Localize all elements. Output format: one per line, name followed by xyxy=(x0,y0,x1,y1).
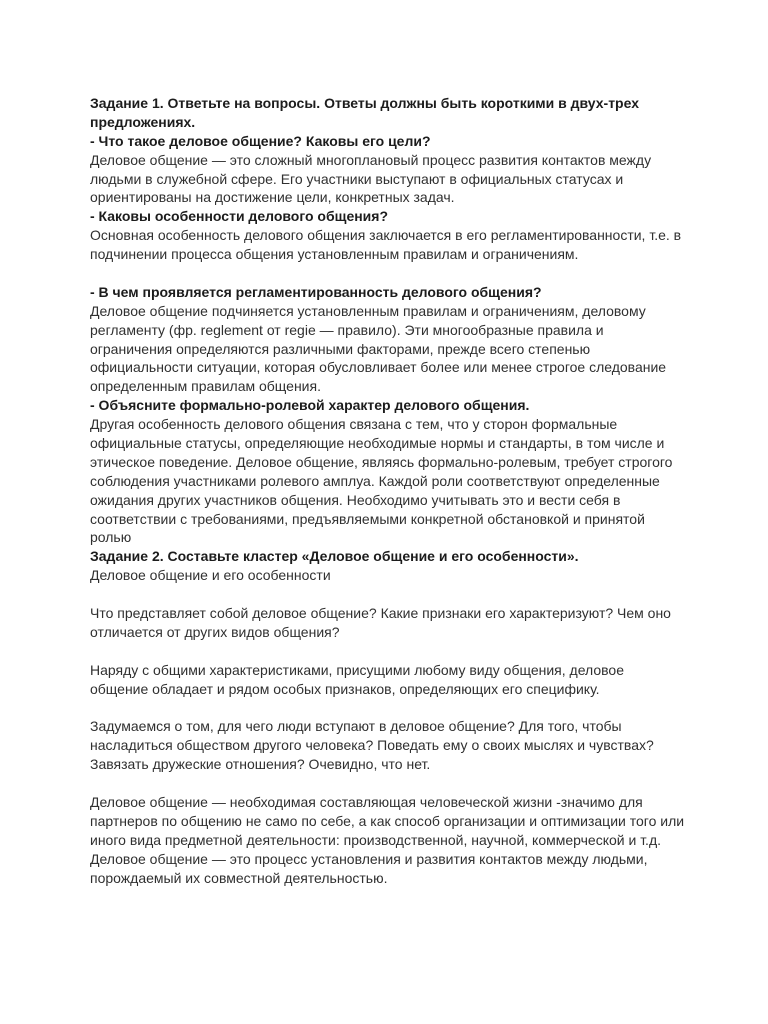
text-line: определенным правилам общения. xyxy=(90,378,321,395)
text-line: соблюдения участниками ролевого амплуа. Каждой роли соответствуют определенные xyxy=(90,472,660,489)
text-line: иного вида предметной деятельности: производственной, научной, коммерческой и т.д. xyxy=(90,831,661,848)
heading-line: предложениях. xyxy=(90,113,196,130)
heading-line: - Каковы особенности делового общения? xyxy=(90,208,389,225)
text-line: ориентированы на достижение цели, конкретных задач. xyxy=(90,189,455,206)
text-line: официальности ситуации, которая обусловливает более или менее строгое следование xyxy=(90,359,667,376)
text-line: Деловое общение подчиняется установленным правилам и ограничениям, деловому xyxy=(90,302,646,319)
blank-line xyxy=(90,642,690,661)
text-line: Основная особенность делового общения заключается в его регламентированности, т.е. в xyxy=(90,227,682,244)
document-page xyxy=(90,94,690,887)
text-line: общение обладает и рядом особых признаков, определяющих его специфику. xyxy=(90,680,600,697)
text-line: Другая особенность делового общения связана с тем, что у сторон формальные xyxy=(90,416,618,433)
text-line: отличается от других видов общения? xyxy=(90,623,340,640)
blank-line xyxy=(90,264,690,283)
text-line: регламенту (фр. reglement от regie — правило). Эти многообразные правила и xyxy=(90,321,604,338)
heading-line: Задание 1. Ответьте на вопросы. Ответы должны быть короткими в двух-трех xyxy=(90,95,640,111)
text-line: ролью xyxy=(90,529,132,546)
text-line: ограничения определяются различными факторами, прежде всего степенью xyxy=(90,340,591,357)
text-line: Деловое общение — это сложный многоплановый процесс развития контактов между xyxy=(90,151,652,168)
text-line: ожидания других участников общения. Необходимо учитывать это и вести себя в xyxy=(90,491,621,508)
text-line: Деловое общение — это процесс установления и развития контактов между людьми, xyxy=(90,850,648,867)
text-line: официальные статусы, определяющие необходимые нормы и стандарты, в том числе и xyxy=(90,435,665,452)
heading-line: - Объясните формально-ролевой характер делового общения. xyxy=(90,397,530,414)
blank-line xyxy=(90,774,690,793)
text-line: насладиться обществом другого человека? Поведать ему о своих мыслях и чувствах? xyxy=(90,737,654,754)
text-line: Наряду с общими характеристиками, присущими любому виду общения, деловое xyxy=(90,661,624,678)
text-line: Деловое общение — необходимая составляющая человеческой жизни -значимо для xyxy=(90,793,643,810)
text-line: партнеров по общению не само по себе, а как способ организации и оптимизации того или xyxy=(90,812,685,829)
text-line: Деловое общение и его особенности xyxy=(90,567,331,584)
text-line: подчинении процесса общения установленным правилам и ограничениям. xyxy=(90,246,579,263)
text-line: людьми в служебной сфере. Его участники выступают в официальных статусах и xyxy=(90,170,624,187)
blank-line xyxy=(90,699,690,718)
heading-line: - В чем проявляется регламентированность делового общения? xyxy=(90,283,542,300)
text-line: этическое поведение. Деловое общение, являясь формально-ролевым, требует строгого xyxy=(90,453,673,470)
text-line: Завязать дружеские отношения? Очевидно, что нет. xyxy=(90,756,431,773)
text-line: Задумаемся о том, для чего люди вступают в деловое общение? Для того, чтобы xyxy=(90,718,622,735)
blank-line xyxy=(90,585,690,604)
text-line: соответствии с требованиями, предъявляемыми конкретной обстановкой и принятой xyxy=(90,510,645,527)
heading-line: Задание 2. Составьте кластер «Деловое общение и его особенности». xyxy=(90,548,579,565)
text-line: порождаемый их совместной деятельностью. xyxy=(90,869,388,886)
text-line: Что представляет собой деловое общение? Какие признаки его характеризуют? Чем оно xyxy=(90,605,671,622)
heading-line: - Что такое деловое общение? Каковы его цели? xyxy=(90,132,431,149)
